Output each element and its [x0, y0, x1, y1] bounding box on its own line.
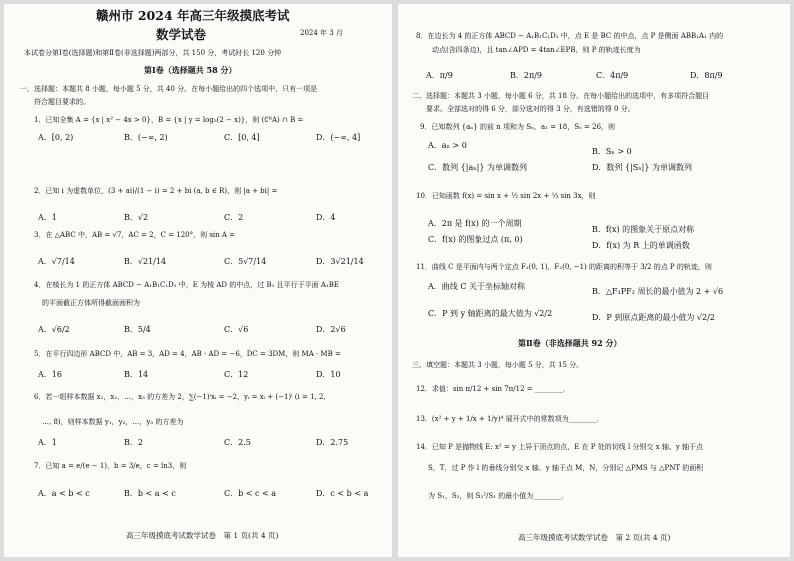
q5-option-c: C．12: [224, 370, 249, 379]
q6-option-b: B．2: [124, 438, 143, 447]
q11-option-c: C．P 到 y 轴距离的最大值为 √2/2: [428, 309, 553, 318]
q10-option-d: D．f(x) 为 R 上的单调函数: [592, 241, 690, 250]
section-1-instructions: 一、选择题：本题共 8 小题，每小题 5 分，共 40 分。在每小题给出的四个选项中，只有一项是: [20, 85, 318, 93]
question-2: 2．已知 i 为虚数单位，(3 + ai)/(1 − i) = 2 + bi (a, b ∈ R)，则 |a + bi| =: [34, 187, 278, 195]
question-8-cont: 动点(含四条边)，且 tan∠APD = 4tan∠EPB，则 P 的轨迹长度为: [432, 46, 641, 54]
q8-option-c: C．4π/9: [596, 71, 629, 80]
q1-option-c: C．[0, 4]: [224, 133, 260, 142]
exam-date: 2024 年 3 月: [300, 29, 343, 37]
question-1: 1．已知全集 A = {x | x² − 4x > 0}，B = {x | y = log₂(2 − x)}，则 (∁ᴿA) ∩ B =: [34, 116, 304, 124]
exam-page-1: [4, 4, 392, 557]
section-2-instructions: 二、选择题：本题共 3 小题，每小题 6 分，共 18 分。在每小题给出的选项中，有多项符合题目: [412, 92, 710, 100]
q6-option-c: C．2.5: [224, 438, 251, 447]
q7-option-d: D．c < b < a: [316, 489, 369, 498]
q10-option-b: B．f(x) 的图象关于原点对称: [592, 225, 695, 234]
question-9: 9．已知数列 {aₙ} 的前 n 项和为 Sₙ，a₁ = 18，S₅ = 26，则: [420, 123, 616, 131]
q7-option-a: A．a < b < c: [38, 489, 90, 498]
q3-option-c: C．5√7/14: [224, 257, 267, 266]
q1-option-d: D．(−∞, 4]: [316, 133, 361, 142]
q3-option-a: A．√7/14: [38, 257, 75, 266]
q11-option-d: D．P 到原点距离的最小值为 √2/2: [592, 313, 715, 322]
q10-option-c: C．f(x) 的图象过点 (π, 0): [428, 235, 523, 244]
q9-option-c: C．数列 {|aₙ|} 为单调数列: [428, 163, 528, 172]
q9-option-b: B．Sₙ > 0: [592, 147, 632, 156]
q4-option-b: B．5/4: [124, 325, 151, 334]
q8-option-a: A．π/9: [426, 71, 453, 80]
q1-option-b: B．(−∞, 2): [124, 133, 168, 142]
q7-option-b: B．b < a < c: [124, 489, 176, 498]
q6-option-a: A．1: [38, 438, 57, 447]
q9-option-d: D．数列 {|Sₙ|} 为单调数列: [592, 163, 693, 172]
q4-option-c: C．√6: [224, 325, 249, 334]
q2-option-b: B．√2: [124, 213, 149, 222]
q6-option-d: D．2.75: [316, 438, 349, 447]
q4-option-a: A．√6/2: [38, 325, 70, 334]
exam-subject: 数学试卷: [156, 27, 207, 42]
page-footer: 高三年级摸底考试数学试卷 第 2 页(共 4 页): [518, 533, 671, 542]
q2-option-c: C．2: [224, 213, 244, 222]
q2-option-a: A．1: [38, 213, 57, 222]
section-3-instructions: 三、填空题：本题共 3 小题，每小题 5 分，共 15 分。: [412, 361, 584, 369]
question-7: 7．已知 a = e/(e − 1)，b = 3/e，c = ln3，则: [34, 462, 187, 470]
volume-1-heading: 第Ⅰ卷（选择题共 58 分）: [144, 65, 237, 75]
question-6-cont: …, 8)，则样本数据 y₁，y₂，…，y₅ 的方差为: [42, 418, 184, 426]
q1-option-a: A．[0, 2): [38, 133, 74, 142]
q3-option-d: D．3√21/14: [316, 257, 364, 266]
question-10: 10．已知函数 f(x) = sin x + ½ sin 2x + ⅓ sin 3x，则: [416, 192, 596, 200]
q11-option-a: A．曲线 C 关于坐标轴对称: [428, 282, 525, 291]
question-5: 5．在平行四边形 ABCD 中，AB = 3，AD = 4，AB · AD = −6，DC = 3DM，则 MA · MB =: [34, 350, 341, 358]
question-14: 14．已知 P 是抛物线 E: x² = y 上异于顶点的点，E 在 P 处的切线 l 分别交 x 轴、y 轴于点: [416, 443, 703, 451]
q5-option-b: B．14: [124, 370, 149, 379]
section-2-instructions-cont: 要求。全部选对的得 6 分，部分选对的得 3 分，有选错的得 0 分。: [426, 105, 635, 113]
exam-instructions: 本试卷分第Ⅰ卷(选择题)和第Ⅱ卷(非选择题)两部分，共 150 分，考试时长 120 分钟: [24, 49, 282, 57]
q4-option-d: D．2√6: [316, 325, 346, 334]
q5-option-d: D．10: [316, 370, 341, 379]
exam-title: 赣州市 2024 年高三年级摸底考试: [96, 8, 290, 23]
question-8: 8．在边长为 4 的正方体 ABCD − A₁B₁C₁D₁ 中，点 E 是 BC 的中点，点 P 是侧面 ABB₁A₁ 内的: [416, 32, 724, 40]
q3-option-b: B．√21/14: [124, 257, 167, 266]
question-4-cont: 的平面截正方体所得截面面积为: [42, 299, 140, 307]
q7-option-c: C．b < c < a: [224, 489, 277, 498]
page-footer: 高三年级摸底考试数学试卷 第 1 页(共 4 页): [126, 531, 279, 540]
question-12: 12．求值：sin π/12 + sin 7π/12 = ________．: [416, 385, 570, 393]
question-6: 6．若一组样本数据 x₁，x₂，…，x₅ 的方差为 2，∑(−1)ⁱxᵢ = −2，yᵢ = xᵢ + (−1)ⁱ (i = 1, 2,: [34, 393, 326, 401]
q2-option-d: D．4: [316, 213, 336, 222]
q9-option-a: A．aₙ > 0: [428, 141, 467, 150]
q11-option-b: B．△F₁PF₂ 周长的最小值为 2 + √6: [592, 287, 724, 296]
section-1-instructions-cont: 符合题目要求的。: [34, 98, 90, 106]
q8-option-d: D．8π/9: [690, 71, 723, 80]
q10-option-a: A．2π 是 f(x) 的一个周期: [428, 219, 522, 228]
question-11: 11．曲线 C 是平面内与两个定点 F₁(0, 1)，F₂(0, −1) 的距离的积等于 3/2 的点 P 的轨迹，则: [416, 263, 712, 271]
q8-option-b: B．2π/9: [510, 71, 543, 80]
question-14-cont-2: 为 S₁，S₂，则 S₂²/S₁ 的最小值为________．: [428, 492, 569, 500]
question-14-cont: S，T，过 P 作 l 的垂线分别交 x 轴、y 轴于点 M，N，分别记 △PMS 与 △PNT 的面积: [428, 464, 704, 472]
exam-page-2: [398, 4, 790, 557]
volume-2-heading: 第Ⅱ卷（非选择题共 92 分）: [518, 338, 622, 348]
question-13: 13．(x² + y + 1/x + 1/y)⁴ 展开式中的常数项为________．: [416, 415, 604, 423]
question-4: 4．在棱长为 1 的正方体 ABCD − A₁B₁C₁D₁ 中，E 为棱 AD 的中点，过 B₁ 且平行于平面 A₁BE: [34, 281, 340, 289]
q5-option-a: A．16: [38, 370, 62, 379]
question-3: 3．在 △ABC 中，AB = √7，AC = 2，C = 120°，则 sin A =: [34, 231, 236, 239]
